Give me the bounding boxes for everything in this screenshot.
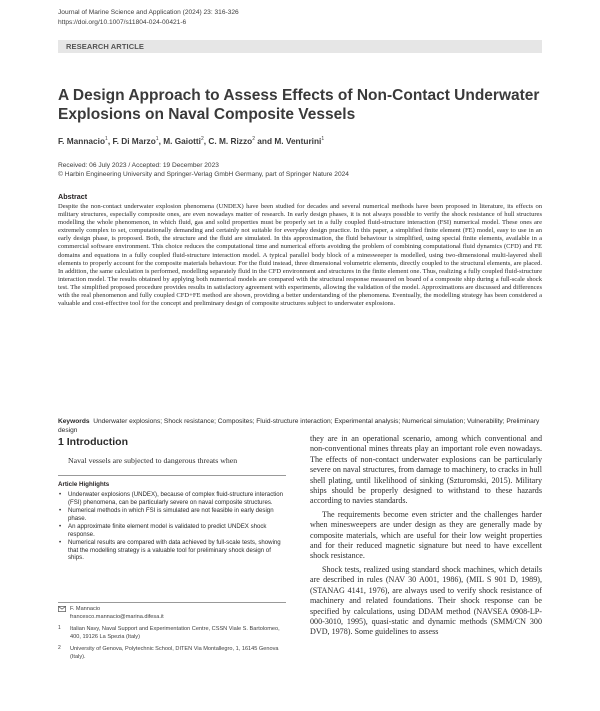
corresponding-name: F. Mannacio bbox=[70, 606, 101, 612]
journal-line: Journal of Marine Science and Application (2024) 23: 316-326 bbox=[58, 9, 239, 16]
author-list: F. Mannacio$^1$, F. Di Marzo$^1$, M. Gaiotti$^2$, C. M. Rizzo$^2$ and M. Venturini$^1$ bbox=[58, 136, 325, 146]
author[interactable]: C. M. Rizzo bbox=[208, 136, 253, 146]
author-affiliation-mark: 2 bbox=[252, 136, 255, 143]
author-affiliation-mark: 1 bbox=[105, 136, 108, 143]
author[interactable]: F. Mannacio bbox=[58, 136, 106, 146]
copyright: © Harbin Engineering University and Springer-Verlag GmbH Germany, part of Springer Nature 2024 bbox=[58, 170, 349, 178]
affiliation-number: 1 bbox=[58, 625, 61, 631]
highlight-item: • Underwater explosions (UNDEX), because of complex fluid-structure interaction (FSI) phenomena, can be particularly severe on naval composite structures. bbox=[58, 491, 286, 506]
highlight-item: • An approximate finite element model is validated to predict UNDEX shock response. bbox=[58, 523, 286, 538]
highlight-item: • Numerical methods in which FSI is simulated are not feasible in early design phase. bbox=[58, 507, 286, 522]
intro-paragraph: Shock tests, realized using standard shock machines, which details are described in rules (NAV 30 A001, 1986), (MIL S 901 D, 1989), (STANAG 4141, 1976), are always used to verify shock resistance of machinery and related foundations. Their shock response can be specified by calculations, using DDAM method (NAVSEA 0908-LP-000-3010, 1995), quasi-static and dynamic methods (SMM/CN 300 DVD, 1978). Some guidelines to assess bbox=[310, 564, 542, 637]
received-accepted: Received: 06 July 2023 / Accepted: 19 December 2023 bbox=[58, 162, 219, 169]
envelope-icon bbox=[58, 606, 66, 616]
highlights-title: Article Highlights bbox=[58, 481, 110, 488]
affiliation bbox=[58, 646, 286, 661]
author[interactable]: M. Venturini bbox=[274, 136, 322, 146]
author-affiliation-mark: 1 bbox=[155, 136, 159, 143]
intro-paragraph: The requirements become even stricter and the challenges harder when minesweepers are under design as they are generally made by composite materials, which are useful for their low weight properties and for their reduced magnetic signature but need to have excellent shock resistance. bbox=[310, 509, 542, 561]
corresponding-email[interactable]: francesco.mannacio@marina.difesa.it bbox=[70, 613, 164, 620]
author-affiliation-mark: 2 bbox=[200, 136, 204, 143]
article-dates bbox=[58, 162, 349, 179]
doi-link[interactable]: https://doi.org/10.1007/s11804-024-00421-6 bbox=[58, 18, 187, 26]
affiliation bbox=[58, 626, 286, 641]
intro-right-column bbox=[310, 434, 542, 638]
journal-header bbox=[58, 8, 239, 27]
highlight-item: • Numerical results are compared with data achieved by full-scale tests, showing that the modelling strategy is a valuable tool for preliminary shock design of ships. bbox=[58, 539, 286, 562]
highlights-list bbox=[58, 491, 286, 563]
keywords-text: Underwater explosions; Shock resistance; Composites; Fluid-structure interaction; Experimental analysis; Numerical simulation; Vulnerability; Preliminary design bbox=[58, 418, 540, 434]
author[interactable]: M. Gaiotti bbox=[163, 136, 201, 146]
author-affiliation-mark: 1 bbox=[321, 136, 325, 143]
intro-paragraph: they are in an operational scenario, among which conventional and non-conventional mines threats play an important role even nowadays. The effects of non-contact underwater explosions can be particularly severe on naval structures, from damage to machinery, to cracks in hull shell plating, until likelihood of sinking (Szturomski, 2015). Military ships should be properly designed to withstand to these hazards according to navies standards. bbox=[310, 434, 542, 506]
affiliation-text: Italian Navy, Naval Support and Experimentation Centre, CSSN Viale S. Bartolomeo, 400, 19126 La Spezia (Italy) bbox=[70, 626, 280, 640]
author[interactable]: F. Di Marzo bbox=[112, 136, 156, 146]
affiliation-number: 2 bbox=[58, 645, 61, 651]
corresponding-author bbox=[58, 606, 286, 621]
affiliation-text: University of Genova, Polytechnic School, DITEN Via Montallegro, 1, 16145 Genova (Italy). bbox=[70, 646, 279, 660]
article-title: A Design Approach to Assess Effects of Non-Contact Underwater Explosions on Naval Composite Vessels bbox=[58, 87, 540, 123]
keywords bbox=[58, 418, 542, 435]
abstract-text: Despite the non-contact underwater explosion phenomena (UNDEX) have been studied for decades and several numerical methods have been proposed in literature, its effects on military structures, especially composite ones, are even nowadays matter of research. In early design phases, it is not always possible to verify the shock resistance of hull structures modelling the whole phenomenon, in which fluid, gas and solid properties must be properly set in a fully coupled fluid-structure interaction (FSI) numerical model. These ones are extremely complex to set, computationally demanding and certainly not suitable for everyday design practice. In this paper, a simplified finite element (FE) model, easy to use in an early design phase, is proposed. Both, the structure and the fluid are simulated. In this approximation, the fluid behaviour is simplified, using special finite elements, available in a commercial software environment. This choice reduces the computational time and numerical efforts avoiding the problem of combining computational fluid dynamics (CFD) and FE domains and equations in a fully coupled fluid-structure interaction model. A typical parallel body block of a minesweeper is modelled, using two-dimensional multi-layered shell elements to properly account for the composite materials behaviour. For the fluid instead, three dimensional volumetric elements, directly coupled to the structural elements, are placed. In addition, the same calculation is performed, modelling separately fluid in the CFD environment and structures in the finite element one. Thus, realizing a fully coupled fluid-structure interaction model. The results obtained by applying both numerical models are compared with the structural response measured on board of a composite ship during a full-scale shock test. The simplified proposed procedure provides results in satisfactory agreement with experiments, allowing the validation of the model. Approximations are discussed and differences with the real phenomenon and fully coupled CFD+FE method are shown, providing a better understanding of the phenomena. Eventually, the modelling strategy has been considered a valuable and cost-effective tool for the concept and preliminary design of composite structures subject to underwater explosions. bbox=[58, 203, 542, 308]
correspondence-block bbox=[58, 606, 286, 661]
section-heading-introduction: 1 Introduction bbox=[58, 436, 128, 448]
keywords-label: Keywords bbox=[58, 418, 90, 425]
abstract-heading: Abstract bbox=[58, 192, 88, 201]
article-type-label: RESEARCH ARTICLE bbox=[66, 42, 144, 51]
intro-first-line: Naval vessels are subjected to dangerous threats when bbox=[68, 456, 238, 465]
